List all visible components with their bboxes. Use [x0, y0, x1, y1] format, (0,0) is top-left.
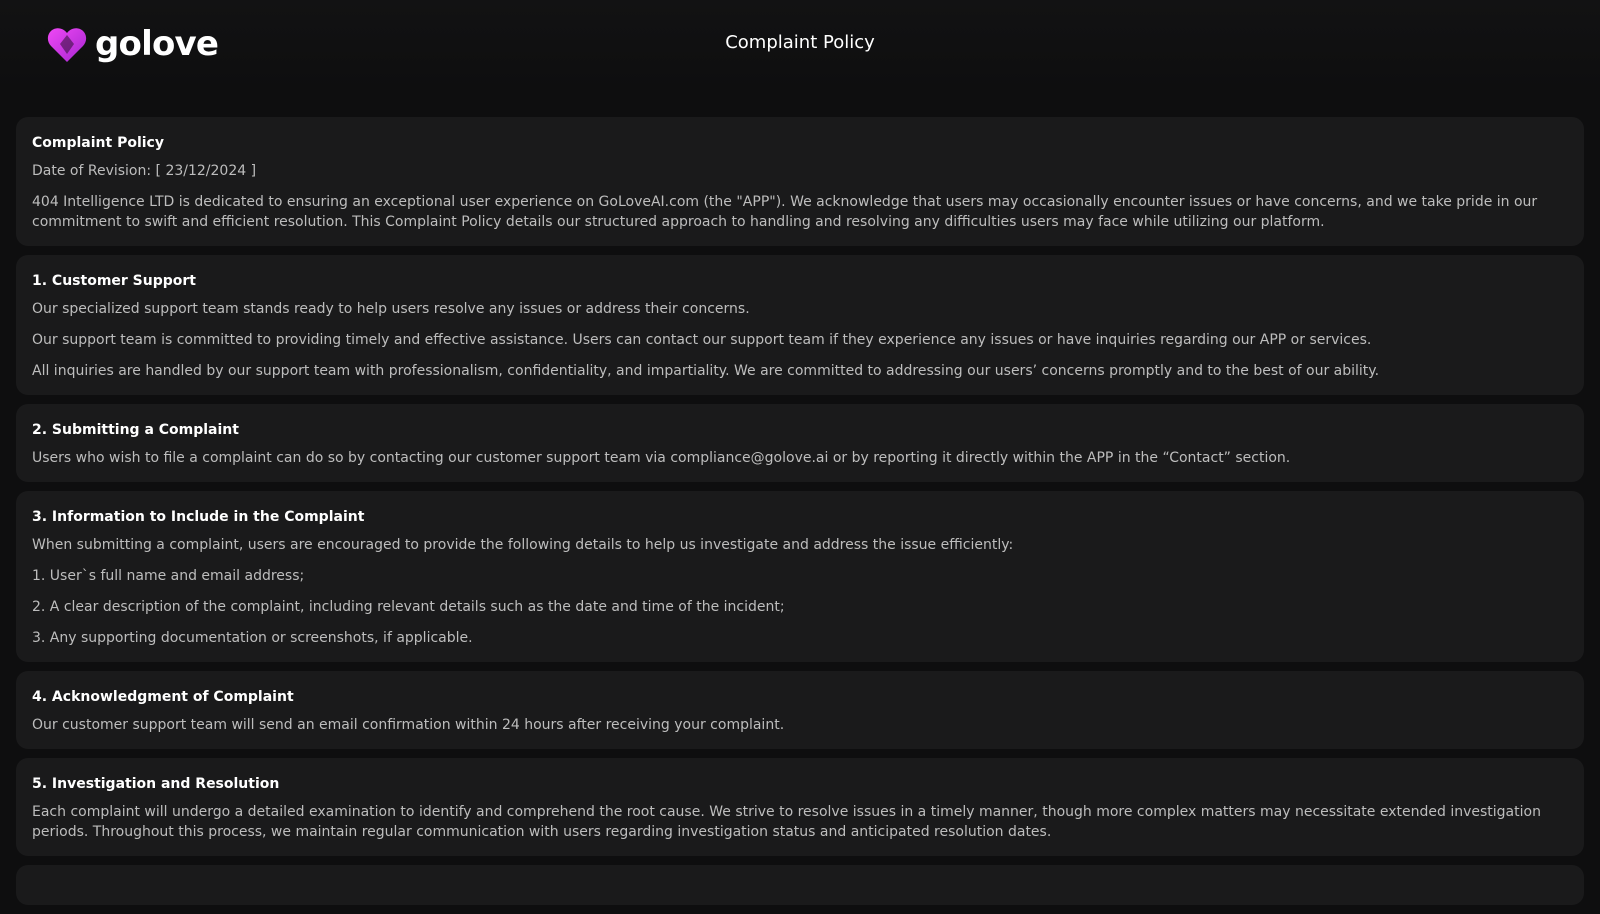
section-heading: Complaint Policy: [32, 135, 164, 151]
section-card-customer-support: [16, 255, 1584, 395]
section-paragraph: Our specialized support team stands ready to help users resolve any issues or address their concerns.: [32, 301, 750, 317]
section-card-information: [16, 491, 1584, 662]
section-heading: 4. Acknowledgment of Complaint: [32, 689, 294, 705]
logo-text: golove: [95, 24, 219, 64]
page-title: Complaint Policy: [725, 32, 875, 53]
section-heading: 1. Customer Support: [32, 273, 196, 289]
revision-date: Date of Revision: [ 23/12/2024 ]: [32, 163, 257, 179]
list-item: 2. A clear description of the complaint, including relevant details such as the date and time of the incident;: [32, 599, 785, 615]
list-item: 3. Any supporting documentation or screenshots, if applicable.: [32, 630, 473, 646]
section-card-investigation: [16, 758, 1584, 856]
policy-content: [16, 117, 1584, 914]
section-paragraph: Each complaint will undergo a detailed examination to identify and comprehend the root cause. We strive to resolve issues in a timely manner, though more complex matters may necessitate extended investigation periods. Throughout this process, we maintain regular communication with users regarding investigation status and anticipated resolution dates.: [32, 804, 1541, 840]
section-paragraph: Our support team is committed to providing timely and effective assistance. Users can contact our support team if they experience any issues or have inquiries regarding our APP or services.: [32, 332, 1372, 348]
section-card-submitting: [16, 404, 1584, 482]
list-item: 1. User`s full name and email address;: [32, 568, 305, 584]
section-paragraph: Users who wish to file a complaint can do so by contacting our customer support team via compliance@golove.ai or by reporting it directly within the APP in the “Contact” section.: [32, 450, 1291, 466]
section-card-intro: [16, 117, 1584, 246]
section-heading: 2. Submitting a Complaint: [32, 422, 239, 438]
section-card-next: [16, 865, 1584, 905]
section-card-acknowledgment: [16, 671, 1584, 749]
section-paragraph: Our customer support team will send an email confirmation within 24 hours after receiving your complaint.: [32, 717, 785, 733]
section-heading: 5. Investigation and Resolution: [32, 776, 280, 792]
section-heading: 3. Information to Include in the Complaint: [32, 509, 365, 525]
section-paragraph: When submitting a complaint, users are encouraged to provide the following details to help us investigate and address the issue efficiently:: [32, 537, 1014, 553]
section-paragraph: All inquiries are handled by our support team with professionalism, confidentiality, and impartiality. We are committed to addressing our users’ concerns promptly and to the best of our ability.: [32, 363, 1380, 379]
header: [0, 0, 1600, 90]
section-paragraph: 404 Intelligence LTD is dedicated to ensuring an exceptional user experience on GoLoveAI.com (the "APP"). We acknowledge that users may occasionally encounter issues or have concerns, and we take pride in our commitment to swift and efficient resolution. This Complaint Policy details our structured approach to handling and resolving any difficulties users may face while utilizing our platform.: [32, 194, 1538, 230]
